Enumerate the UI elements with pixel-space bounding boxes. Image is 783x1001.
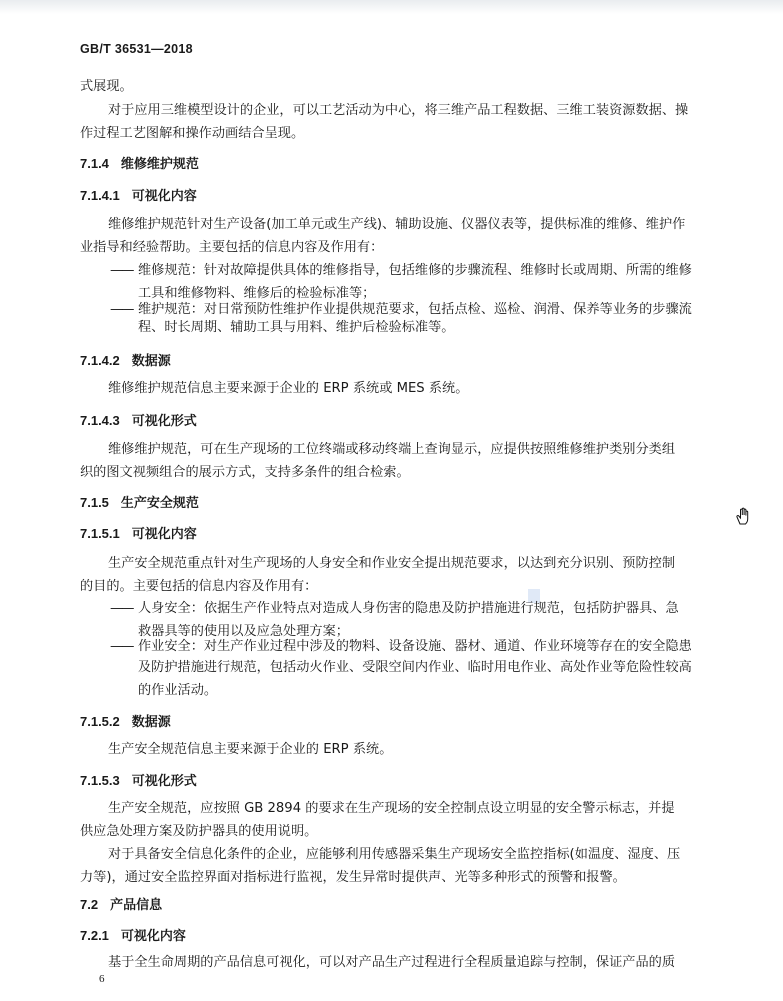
section-heading-7-1-4-1 (80, 185, 197, 204)
paragraph-line: 作过程工艺图解和操作动画结合呈现。 (80, 126, 305, 141)
page-number: 6 (99, 973, 105, 985)
paragraph-line: 维修维护规范针对生产设备(加工单元或生产线)、辅助设施、仪器仪表等，提供标准的维修、维护作 (108, 217, 686, 232)
paragraph-line: 业指导和经验帮助。主要包括的信息内容及作用有： (80, 240, 384, 255)
paragraph-line: 生产安全规范重点针对生产现场的人身安全和作业安全提出规范要求，以达到充分识别、预防控制 (108, 556, 676, 571)
section-title: 生产安全规范 (120, 496, 199, 511)
section-title: 数据源 (131, 715, 171, 730)
section-number: 7.2.1 (80, 928, 109, 943)
list-item-text: 维护规范：对日常预防性维护作业提供规范要求，包括点检、巡检、润滑、保养等业务的步骤流 (138, 302, 692, 317)
paragraph-line: 的目的。主要包括的信息内容及作用有： (80, 579, 318, 594)
list-item-continuation: 及防护措施进行规范，包括动火作业、受限空间内作业、临时用电作业、高处作业等危险性较高 (138, 660, 692, 675)
list-dash: —— (110, 639, 133, 654)
list-dash: —— (110, 302, 133, 317)
hand-cursor-icon (734, 506, 754, 526)
section-number: 7.1.4.2 (80, 353, 120, 368)
section-heading-7-1-4-2 (80, 350, 171, 369)
paragraph-line: 生产安全规范信息主要来源于企业的 ERP 系统。 (108, 742, 393, 757)
section-heading-7-1-5-2 (80, 711, 171, 730)
section-heading-7-2 (80, 894, 162, 913)
section-title: 维修维护规范 (120, 157, 199, 172)
section-title: 可视化内容 (131, 527, 197, 542)
list-item (110, 635, 692, 658)
paragraph-line: 维修维护规范信息主要来源于企业的 ERP 系统或 MES 系统。 (108, 381, 469, 396)
list-item-text: 作业安全：对生产作业过程中涉及的物料、设备设施、器材、通道、作业环境等存在的安全隐患 (138, 639, 692, 654)
paragraph-line: 维修维护规范，可在生产现场的工位终端或移动终端上查询显示，应提供按照维修维护类别分类组 (108, 442, 676, 457)
section-number: 7.1.5.2 (80, 714, 120, 729)
paragraph-line: 供应急处理方案及防护器具的使用说明。 (80, 824, 318, 839)
list-dash: —— (110, 263, 133, 278)
list-item-continuation: 工具和维修物料、维修后的检验标准等； (138, 286, 376, 301)
section-heading-7-1-4 (80, 153, 199, 172)
section-number: 7.2 (80, 897, 99, 912)
section-title: 可视化内容 (131, 189, 197, 204)
list-item (110, 597, 679, 620)
section-heading-7-1-5-3 (80, 770, 197, 789)
section-number: 7.1.5.3 (80, 773, 120, 788)
section-number: 7.1.5.1 (80, 526, 120, 541)
section-heading-7-2-1 (80, 925, 186, 944)
section-number: 7.1.5 (80, 495, 109, 510)
section-title: 数据源 (131, 354, 171, 369)
section-title: 产品信息 (110, 898, 163, 913)
paragraph-line: 生产安全规范，应按照 GB 2894 的要求在生产现场的安全控制点设立明显的安全警示标志，并提 (108, 801, 675, 816)
list-item-text: 维修规范：针对故障提供具体的维修指导，包括维修的步骤流程、维修时长或周期、所需的维修 (138, 263, 692, 278)
paragraph-line: 对于应用三维模型设计的企业，可以工艺活动为中心，将三维产品工程数据、三维工装资源数据、操 (108, 103, 689, 118)
list-item-continuation: 救器具等的使用以及应急处理方案； (138, 624, 349, 639)
list-dash: —— (110, 601, 133, 616)
section-heading-7-1-4-3 (80, 410, 197, 429)
list-item-text: 人身安全：依据生产作业特点对造成人身伤害的隐患及防护措施进行规范，包括防护器具、急 (138, 601, 679, 616)
page-top-edge (0, 0, 783, 14)
section-number: 7.1.4.3 (80, 413, 120, 428)
paragraph-line: 基于全生命周期的产品信息可视化，可以对产品生产过程进行全程质量追踪与控制，保证产品的质 (108, 955, 676, 970)
section-title: 可视化内容 (120, 929, 186, 944)
standard-number-header: GB/T 36531—2018 (80, 42, 193, 56)
paragraph-line: 式展现。 (80, 79, 133, 94)
section-heading-7-1-5 (80, 492, 199, 511)
section-number: 7.1.4 (80, 156, 109, 171)
list-item-continuation: 的作业活动。 (138, 683, 218, 698)
section-title: 可视化形式 (131, 774, 197, 789)
section-number: 7.1.4.1 (80, 188, 120, 203)
list-item (110, 259, 692, 282)
paragraph-line: 对于具备安全信息化条件的企业，应能够利用传感器采集生产现场安全监控指标(如温度、湿度、压 (108, 847, 681, 862)
section-title: 可视化形式 (131, 414, 197, 429)
section-heading-7-1-5-1 (80, 523, 197, 542)
paragraph-line: 力等)，通过安全监控界面对指标进行监视，发生异常时提供声、光等多种形式的预警和报警。 (80, 870, 626, 885)
paragraph-line: 织的图文视频组合的展示方式，支持多条件的组合检索。 (80, 465, 410, 480)
list-item-continuation: 程、时长周期、辅助工具与用料、维护后检验标准等。 (138, 320, 455, 335)
